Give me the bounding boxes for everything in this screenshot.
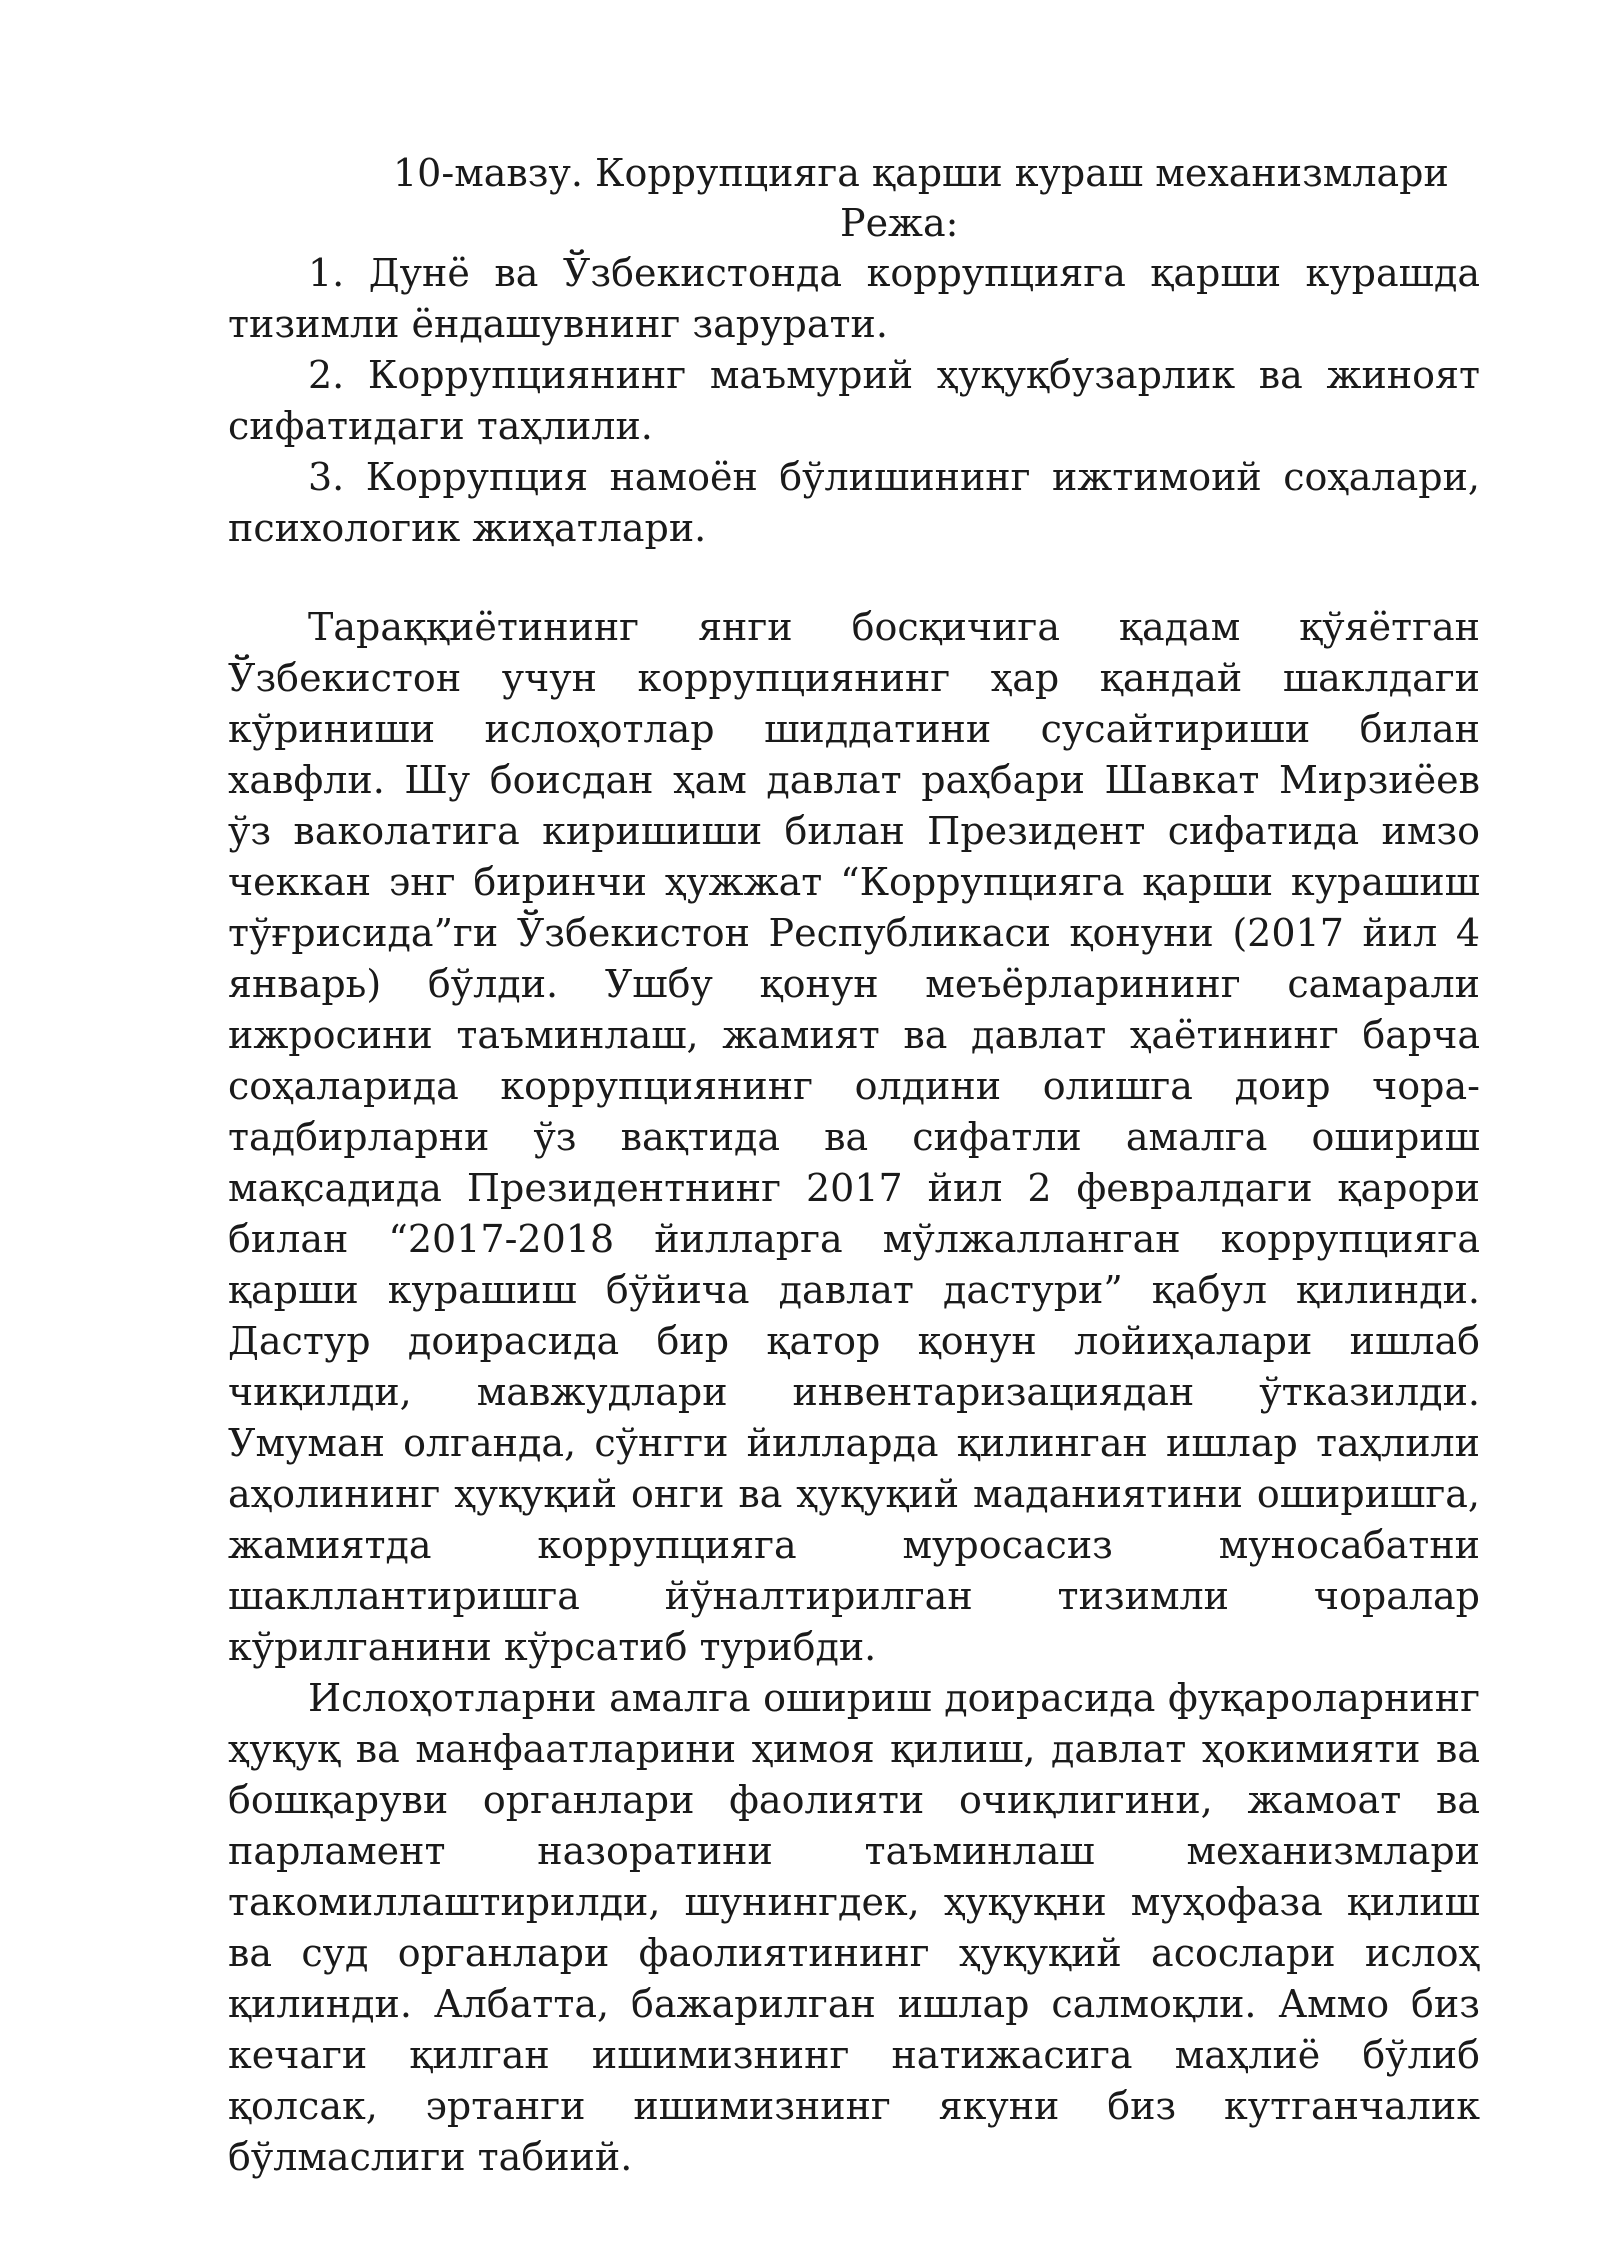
plan-item-1: 1. Дунё ва Ўзбекистонда коррупцияга қарши курашда тизимли ёндашувнинг зарурати. (228, 251, 1480, 346)
document-title: 10-мавзу. Коррупцияга қарши кураш механизмлари (393, 151, 1449, 195)
body-paragraph-1: Тараққиётининг янги босқичига қадам қўяётган Ўзбекистон учун коррупциянинг ҳар қандай шаклдаги кўриниши ислоҳотлар шиддатини сусайтириши билан хавфли. Шу боисдан ҳам давлат раҳбари Шавкат Мирзиёев ўз ваколатига киришиши билан Президент сифатида имзо чеккан энг биринчи ҳужжат “Коррупцияга қарши курашиш тўғрисида”ги Ўзбекистон Республикаси қонуни (2017 йил 4 январь) бўлди. Ушбу қонун меъёрларининг самарали ижросини таъминлаш, жамият ва давлат ҳаётининг барча соҳаларида коррупциянинг олдини олишга доир чора-тадбирларни ўз вақтида ва сифатли амалга ошириш мақсадида Президентнинг 2017 йил 2 февралдаги қарори билан “2017-2018 йилларга мўлжалланган коррупцияга қарши курашиш бўйича давлат дастури” қабул қилинди. Дастур доирасида бир қатор қонун лойиҳалари ишлаб чиқилди, мавжудлари инвентаризациядан ўтказилди. Умуман олганда, сўнгги йилларда қилинган ишлар таҳлили аҳолининг ҳуқуқий онги ва ҳуқуқий маданиятини оширишга, жамиятда коррупцияга муросасиз муносабатни шакллантиришга йўналтирилган тизимли чоралар кўрилганини кўрсатиб турибди. (228, 605, 1480, 1669)
plan-list (228, 248, 1480, 554)
document-body (228, 602, 1480, 2183)
document-page (228, 148, 1480, 2183)
plan-item-3: 3. Коррупция намоён бўлишининг ижтимоий соҳалари, психологик жиҳатлари. (228, 455, 1480, 550)
plan-heading: Режа: (840, 201, 959, 245)
plan-item-2: 2. Коррупциянинг маъмурий ҳуқуқбузарлик ва жиноят сифатидаги таҳлили. (228, 353, 1480, 448)
body-paragraph-2: Ислоҳотларни амалга ошириш доирасида фуқароларнинг ҳуқуқ ва манфаатларини ҳимоя қилиш, давлат ҳокимияти ва бошқаруви органлари фаолияти очиқлигини, жамоат ва парламент назоратини таъминлаш механизмлари такомиллаштирилди, шунингдек, ҳуқуқни муҳофаза қилиш ва суд органлари фаолиятининг ҳуқуқий асослари ислоҳ қилинди. Албатта, бажарилган ишлар салмоқли. Аммо биз кечаги қилган ишимизнинг натижасига маҳлиё бўлиб қолсак, эртанги ишимизнинг якуни биз кутганчалик бўлмаслиги табиий. (228, 1676, 1480, 2179)
